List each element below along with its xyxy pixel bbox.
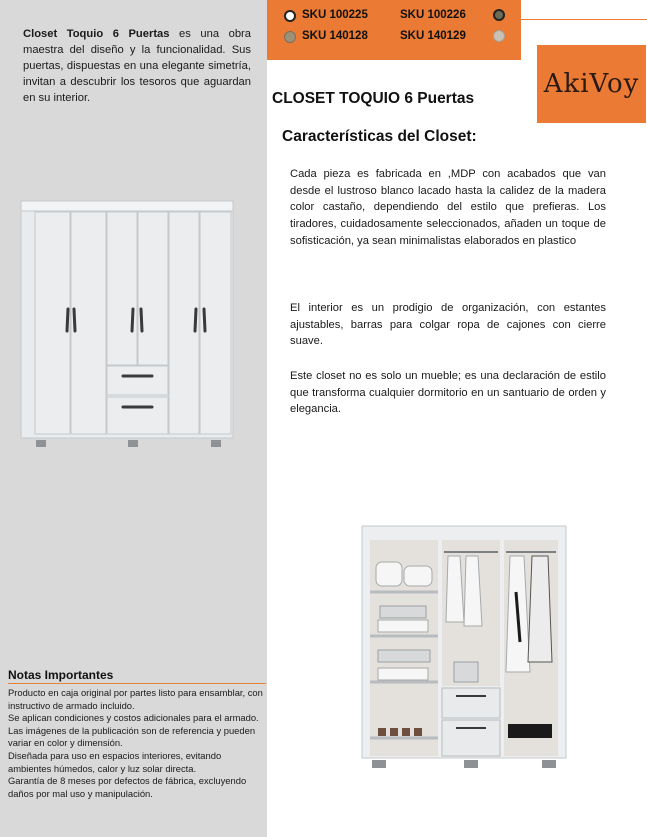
brand-logo-text: AkiVoy <box>543 69 640 99</box>
intro-paragraph <box>23 26 251 106</box>
note-item: Garantía de 8 meses por defectos de fábrica, excluyendo daños por mal uso y manipulación. <box>8 775 247 799</box>
swatch-taupe-icon <box>284 31 296 43</box>
note-item: Se aplican condiciones y costos adicionales para el armado. <box>8 712 259 724</box>
sku-label: SKU 100225 <box>302 9 368 21</box>
sku-label: SKU 140129 <box>400 30 466 42</box>
closet-closed-image <box>18 199 238 455</box>
notes-divider <box>8 683 266 684</box>
notes-list <box>8 687 264 800</box>
feature-paragraph: Cada pieza es fabricada en ,MDP con acabados que van desde el lustroso blanco lacado hasta la calidez de la madera color castaño, dependiendo del estilo que prefieras. Los tiradores, cuidadosamente seleccionados, añaden un toque de sofisticación, ya sean minimalistas elaborados en plastico <box>290 168 606 247</box>
feature-paragraph: Este closet no es solo un mueble; es una declaración de estilo que transforma cualquier dormitorio en un santuario de orden y elegancia. <box>290 370 606 416</box>
intro-product-name: Closet Toquio 6 Puertas <box>23 28 170 40</box>
note-item: Producto en caja original por partes listo para ensamblar, con instructivo de armado incluido. <box>8 687 263 711</box>
swatch-olive-icon <box>493 9 505 21</box>
sku-header <box>267 0 521 60</box>
intro-text: es una obra maestra del diseño y la funcionalidad. Sus puertas, dispuestas en una elegante simetría, invitan a descubrir los tesoros que aguardan en su interior. <box>23 28 251 104</box>
note-item: Las imágenes de la publicación son de referencia y pueden variar en color y dimensión. <box>8 724 256 749</box>
header-divider <box>521 19 647 20</box>
product-title: CLOSET TOQUIO 6 Puertas <box>272 90 475 107</box>
swatch-sand-icon <box>493 30 505 42</box>
features-title: Características del Closet: <box>282 128 477 145</box>
note-item: Diseñada para uso en espacios interiores, evitando ambientes húmedos, calor y luz solar directa. <box>8 749 222 774</box>
closet-open-image <box>358 522 570 774</box>
notes-title: Notas Importantes <box>8 668 114 682</box>
sku-label: SKU 100226 <box>400 9 466 21</box>
feature-paragraph: El interior es un prodigio de organización, con estantes ajustables, barras para colgar ropa de cajones con cierre suave. <box>290 302 606 348</box>
sku-label: SKU 140128 <box>302 30 368 42</box>
brand-logo <box>537 45 646 123</box>
swatch-white-icon <box>284 10 296 22</box>
